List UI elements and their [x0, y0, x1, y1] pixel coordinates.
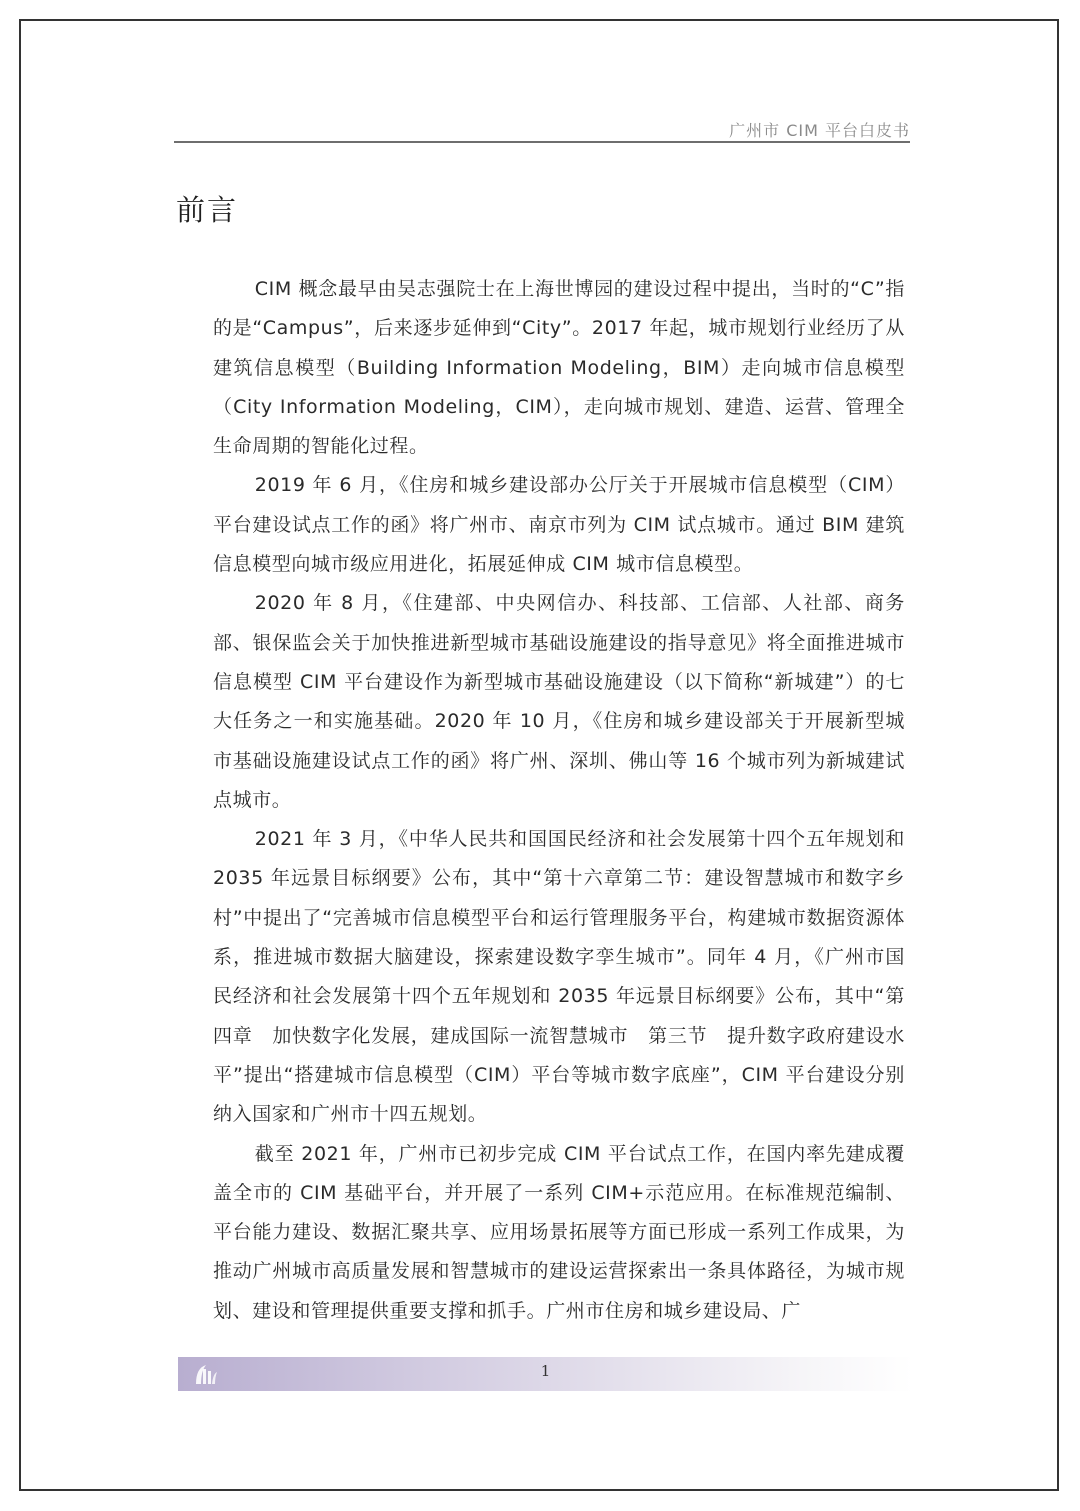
body-text: [213, 270, 905, 1331]
paragraph: 2020 年 8 月，《住建部、中央网信办、科技部、工信部、人社部、商务部、银保监会关于加快推进新型城市基础设施建设的指导意见》将全面推进城市信息模型 CIM 平台建设作为新型城市基础设施建设（以下简称“新城建”）的七大任务之一和实施基础。2020 年 10 月，《住房和城乡建设部关于开展新型城市基础设施建设试点工作的函》将广州、深圳、佛山等 16 个城市列为新城建试点城市。: [213, 592, 905, 811]
footer-band: [178, 1357, 913, 1391]
page-title: 前言: [176, 193, 239, 227]
running-header: 广州市 CIM 平台白皮书: [729, 121, 910, 140]
paragraph: CIM 概念最早由吴志强院士在上海世博园的建设过程中提出，当时的“C”指的是“Campus”，后来逐步延伸到“City”。2017 年起，城市规划行业经历了从建筑信息模型（Building Information Modeling，BIM）走向城市信息模型（City Information Modeling，CIM），走向城市规划、建造、运营、管理全生命周期的智能化过程。: [213, 278, 905, 458]
paragraph: 2021 年 3 月，《中华人民共和国国民经济和社会发展第十四个五年规划和 2035 年远景目标纲要》公布，其中“第十六章第二节：建设智慧城市和数字乡村”中提出了“完善城市信息模型平台和运行管理服务平台，构建城市数据资源体系，推进城市数据大脑建设，探索建设数字孪生城市”。同年 4 月，《广州市国民经济和社会发展第十四个五年规划和 2035 年远景目标纲要》公布，其中“第四章 加快数字化发展，建成国际一流智慧城市 第三节 提升数字政府建设水平”提出“搭建城市信息模型（CIM）平台等城市数字底座”，CIM 平台建设分别纳入国家和广州市十四五规划。: [213, 828, 905, 1126]
page-number: 1: [540, 1362, 551, 1380]
paragraph: 2019 年 6 月，《住房和城乡建设部办公厅关于开展城市信息模型（CIM）平台建设试点工作的函》将广州市、南京市列为 CIM 试点城市。通过 BIM 建筑信息模型向城市级应用进化，拓展延伸成 CIM 城市信息模型。: [213, 474, 905, 576]
paragraph: 截至 2021 年，广州市已初步完成 CIM 平台试点工作，在国内率先建成覆盖全市的 CIM 基础平台，并开展了一系列 CIM+示范应用。在标准规范编制、平台能力建设、数据汇聚共享、应用场景拓展等方面已形成一系列工作成果，为推动广州城市高质量发展和智慧城市的建设运营探索出一条具体路径，为城市规划、建设和管理提供重要支撑和抓手。广州市住房和城乡建设局、广: [213, 1142, 905, 1322]
header-rule: [174, 141, 910, 143]
